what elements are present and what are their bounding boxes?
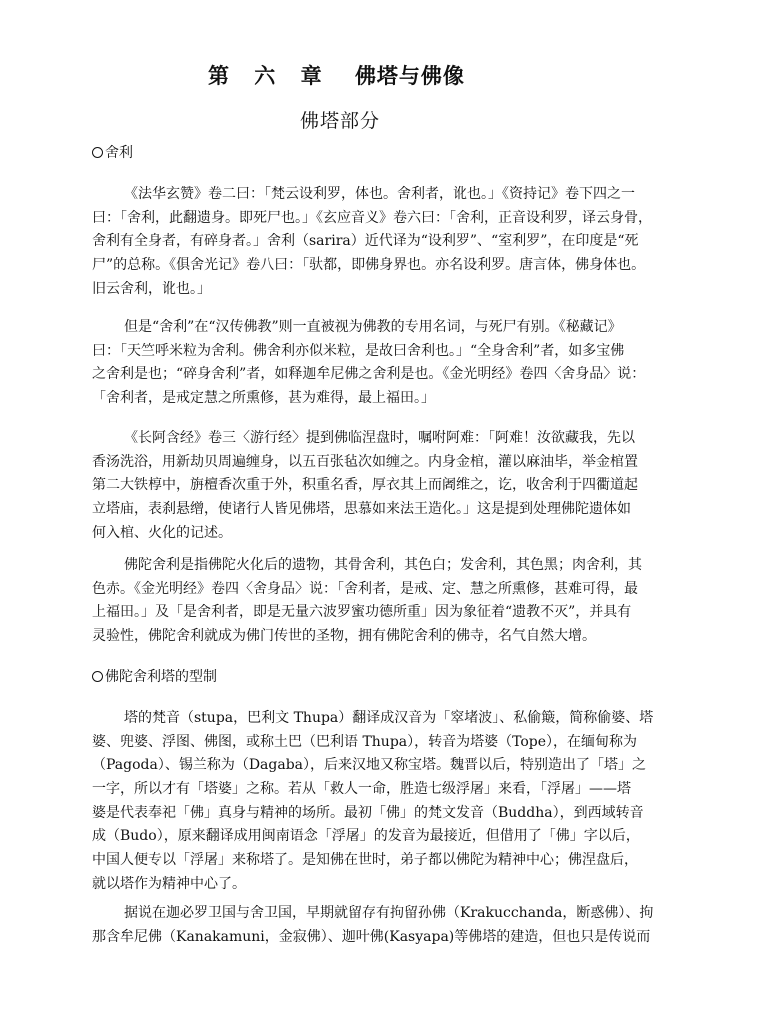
paragraph-line: 旧云舍利，讹也。」 xyxy=(92,280,211,297)
paragraph-line: 一字，所以才有「塔婆」之称。若从「救人一命，胜造七级浮屠」来看，「浮屠」——塔 xyxy=(92,781,631,798)
paragraph-line: 第二大铁椁中，旃檀香次重于外，积重名香，厚衣其上而阇维之，讫，收舍利于四衢道起 xyxy=(92,477,638,494)
section-title: 佛塔部分 xyxy=(300,110,381,132)
paragraph-line: 婆是代表奉祀「佛」真身与精神的场所。最初「佛」的梵文发音（Buddha），到西域转音 xyxy=(92,804,644,821)
paragraph xyxy=(92,902,696,949)
paragraph-line: 佛陀舍利是指佛陀火化后的遗物，其骨舍利，其色白；发舍利，其色黑；肉舍利，其 xyxy=(124,557,642,573)
subsection-heading-stupa xyxy=(92,666,217,686)
paragraph-line: 那含牟尼佛（Kanakamuni，金寂佛）、迦叶佛(Kasyapa)等佛塔的建造，但也只是传说而 xyxy=(92,928,651,945)
paragraph-line: （Pagoda）、锡兰称为（Dagaba），后来汉地又称宝塔。魏晋以后，特别造出了「塔」之 xyxy=(92,757,647,774)
chapter-number: 第 六 章 xyxy=(208,64,331,88)
paragraph-line: 曰：「天竺呼米粒为舍利。佛舍利亦似米粒，是故曰舍利也。」“全身舍利”者，如多宝佛 xyxy=(92,342,625,359)
paragraph-line: 何入棺、火化的记述。 xyxy=(92,524,232,541)
paragraph-line: 《长阿含经》卷三〈游行经〉提到佛临涅盘时，嘱咐阿难：「阿难！汝欲藏我，先以 xyxy=(124,430,635,446)
paragraph-line: 上福田。」及「是舍利者，即是无量六波罗蜜功德所重」因为象征着“遗教不灭”，并具有 xyxy=(92,604,632,621)
chapter-name: 佛塔与佛像 xyxy=(354,64,465,88)
paragraph xyxy=(92,427,696,545)
paragraph-line: 《法华玄赞》卷二曰：「梵云设利罗，体也。舍利者，讹也。」《资持记》卷下四之一 xyxy=(124,186,635,202)
paragraph-line: 婆、兜婆、浮图、佛图，或称土巴（巴利语 Thupa），转音为塔婆（Tope），在缅甸称为 xyxy=(92,733,638,750)
paragraph xyxy=(92,183,696,301)
paragraph xyxy=(92,707,696,897)
paragraph-line: 香汤洗浴，用新劫贝周遍缠身，以五百张毡次如缠之。内身金棺，灌以麻油毕，举金棺置 xyxy=(92,453,638,470)
chapter-title xyxy=(208,60,465,90)
paragraph-line: 之舍利是也；“碎身舍利”者，如释迦牟尼佛之舍利是也。《金光明经》卷四〈舍身品〉说： xyxy=(92,366,646,383)
circle-bullet-icon xyxy=(92,671,103,682)
paragraph-line: 塔的梵音（stupa，巴利文 Thupa）翻译成汉音为「窣堵波」、私偷簸，简称偷婆、塔 xyxy=(124,710,654,726)
circle-bullet-icon xyxy=(92,147,103,158)
subsection-heading-text: 佛陀舍利塔的型制 xyxy=(105,669,217,685)
paragraph xyxy=(92,316,696,411)
paragraph-line: 立塔庙，表刹悬缯，使诸行人皆见佛塔，思慕如来法王造化。」这是提到处理佛陀遗体如 xyxy=(92,501,631,518)
paragraph-line: 色赤。《金光明经》卷四〈舍身品〉说：「舍利者，是戒、定、慧之所熏修，甚难可得，最 xyxy=(92,580,638,597)
paragraph-line: 「舍利者，是戒定慧之所熏修，甚为难得，最上福田。」 xyxy=(92,390,435,407)
paragraph-line: 成（Budo），原来翻译成用闽南语念「浮屠」的发音为最接近，但借用了「佛」字以后， xyxy=(92,828,640,845)
paragraph-line: 灵验性，佛陀舍利就成为佛门传世的圣物，拥有佛陀舍利的佛寺，名气自然大增。 xyxy=(92,628,596,645)
paragraph-line: 中国人便专以「浮屠」来称塔了。是知佛在世时，弟子都以佛陀为精神中心；佛涅盘后， xyxy=(92,852,638,869)
paragraph-line: 曰：「舍利，此翻遗身。即死尸也。」《玄应音义》卷六曰：「舍利，正音设利罗，译云身骨， xyxy=(92,209,652,226)
paragraph xyxy=(92,554,696,649)
paragraph-line: 但是“舍利”在“汉传佛教”则一直被视为佛教的专用名词，与死尸有别。《秘藏记》 xyxy=(124,319,622,335)
subsection-heading-sarira xyxy=(92,142,133,162)
paragraph-line: 据说在迦必罗卫国与舍卫国，早期就留存有拘留孙佛（Krakucchanda，断惑佛）、拘 xyxy=(124,905,654,921)
paragraph-line: 就以塔作为精神中心了。 xyxy=(92,875,246,892)
subsection-heading-text: 舍利 xyxy=(105,145,133,161)
paragraph-line: 舍利有全身者，有碎身者。」舍利（sarira）近代译为“设利罗”、“室利罗”，在印度是“死 xyxy=(92,233,639,250)
paragraph-line: 尸”的总称。《俱舍光记》卷八曰：「驮都，即佛身界也。亦名设利罗。唐言体，佛身体也。 xyxy=(92,257,646,274)
